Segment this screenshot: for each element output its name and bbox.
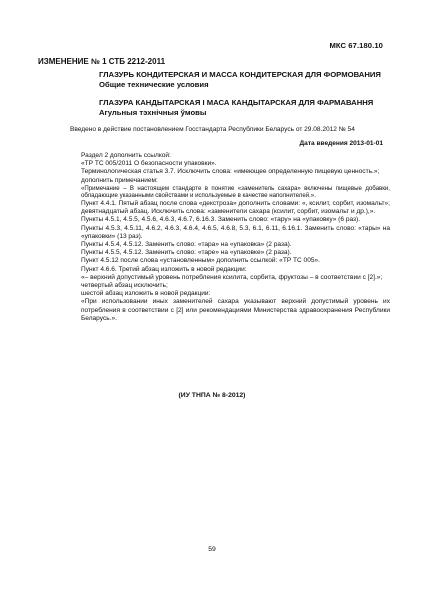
amendment-title: ИЗМЕНЕНИЕ № 1 СТБ 2212-2011	[38, 57, 166, 66]
body-paragraph: Пункты 4.5.3, 4.5.11, 4.6.2, 4.6.3, 4.6.4, 4.6.5, 4.6.8, 5.3, 6.1, 6.11, 6.16.1. Заменить слово: «тары» на «упаковки» (13 раз).	[81, 224, 390, 240]
document-reference: (ИУ ТНПА № 8-2012)	[178, 392, 246, 399]
title-by-line1: ГЛАЗУРА КАНДЫТАРСКАЯ І МАСА КАНДЫТАРСКАЯ ДЛЯ ФАРМАВАННЯ	[99, 98, 374, 107]
effective-date: Дата введения 2013-01-01	[299, 140, 383, 147]
body-paragraph: Пункты 4.5.4, 4.5.12. Заменить слово: «тара» на «упаковка» (2 раза).	[81, 241, 292, 249]
body-paragraph: Терминологическая статья 3.7. Исключить слова: «имеющее определенную пищевую ценность.»;	[81, 168, 380, 176]
title-ru-line1: ГЛАЗУРЬ КОНДИТЕРСКАЯ И МАССА КОНДИТЕРСКАЯ ДЛЯ ФОРМОВАНИЯ	[99, 70, 381, 79]
body-paragraph: Пункт 4.6.6. Третий абзац изложить в новой редакции:	[81, 265, 247, 273]
title-russian	[99, 70, 399, 90]
page-number: 59	[208, 546, 216, 553]
title-belarusian	[99, 98, 399, 118]
body-paragraph: Раздел 2 дополнить ссылкой:	[81, 152, 171, 159]
body-paragraph: Пункты 4.5.5, 4.5.12. Заменить слово: «таре» на «упаковке» (2 раза).	[81, 249, 292, 257]
enactment-statement: Введено в действие постановлением Госстандарта Республики Беларусь от 29.08.2012 № 54	[70, 126, 355, 133]
body-paragraph: девятнадцатый абзац. Исключить слова: «заменители сахара (ксилит, сорбит, изомальт и др.),».	[81, 208, 376, 216]
body-paragraph: «ТР ТС 005/2011 О безопасности упаковки».	[81, 160, 217, 168]
title-by-line2: Агульныя тэхнічныя ўмовы	[99, 108, 207, 117]
body-paragraph: «– верхний допустимый уровень потребления ксилита, сорбита, фруктозы – в соответствии с [2].»;	[81, 273, 383, 281]
mks-code: МКС 67.180.10	[329, 41, 383, 50]
body-paragraph: шестой абзац изложить в новой редакции:	[81, 290, 211, 298]
body-paragraph: Пункт 4.5.12 после слова «установленным» дополнить ссылкой: «ТР ТС 005».	[81, 257, 320, 265]
body-paragraph: дополнить примечанием:	[81, 176, 158, 184]
amendment-body	[38, 152, 390, 323]
note-paragraph: «Примечание – В настоящем стандарте в понятие «заменитель сахара» включены пищевые добавки, обладающие указанными свойствами и используемые в качестве наполнителей.».	[81, 184, 390, 200]
body-paragraph: «При использовании иных заменителей сахара указывают верхний допустимый уровень их потребления в соответствии с [2] или рекомендациями Министерства здравоохранения Республики Беларусь.».	[81, 298, 390, 322]
body-paragraph: Пункт 4.4.1. Пятый абзац после слова «декстроза» дополнить словами: «, ксилит, сорбит, изомальт»;	[81, 200, 390, 207]
title-ru-line2: Общие технические условия	[99, 80, 209, 89]
body-paragraph: Пункты 4.5.1, 4.5.5, 4.5.6, 4.6.3, 4.6.7, 6.16.3. Заменить слово: «тару» на «упаковку» (6 раз).	[81, 216, 361, 224]
body-paragraph: четвертый абзац исключить;	[81, 282, 168, 290]
